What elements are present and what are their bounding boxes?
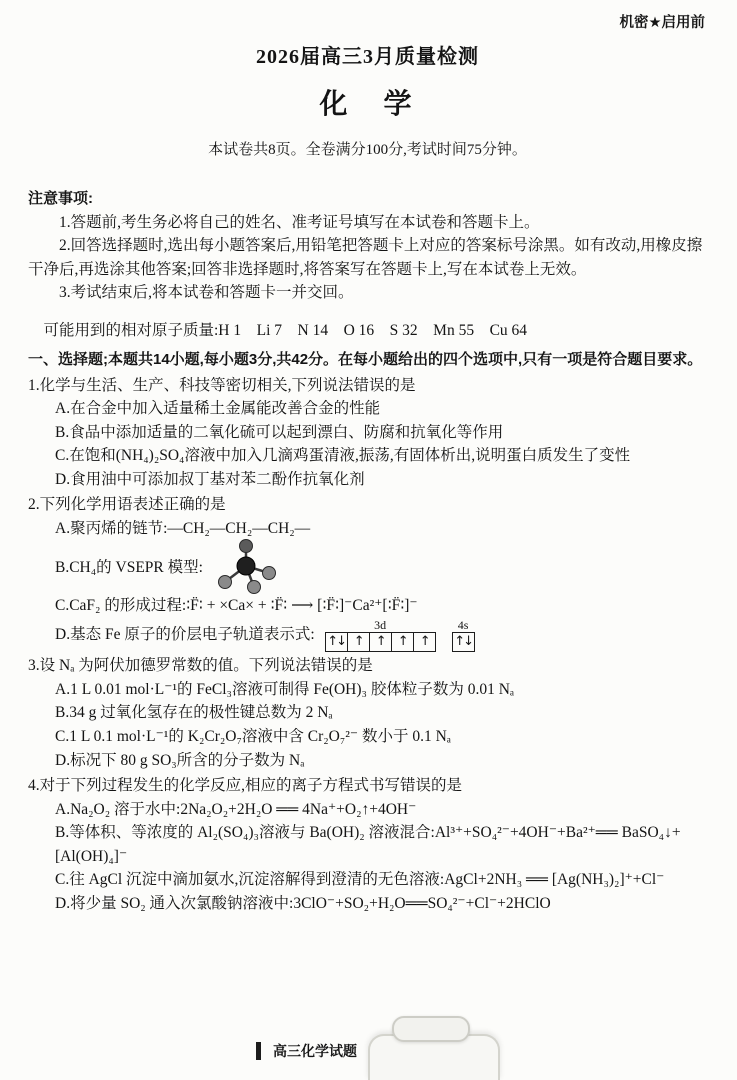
orbital-cell: ↑	[369, 632, 392, 652]
orbital-4s-group	[452, 618, 475, 652]
question-4-option-c: C.往 AgCl 沉淀中滴加氨水,沉淀溶解得到澄清的无色溶液:AgCl+2NH₃ ══ [Ag(NH₃)₂]⁺+Cl⁻	[55, 871, 665, 889]
atomic-mass-line: 可能用到的相对原子质量:H 1 Li 7 N 14 O 16 S 32 Mn 55 Cu 64	[43, 321, 528, 339]
notice-section	[28, 188, 707, 305]
exam-info: 本试卷共8页。全卷满分100分,考试时间75分钟。	[208, 141, 527, 158]
question-3-stem: 3.设 Nₐ 为阿伏加德罗常数的值。下列说法错误的是	[28, 657, 373, 675]
question-1-option-c: C.在饱和(NH₄)₂SO₄溶液中加入几滴鸡蛋清液,振荡,有固体析出,说明蛋白质发生了变性	[55, 447, 631, 465]
notice-item-3: 3.考试结束后,将本试卷和答题卡一并交回。	[59, 284, 354, 302]
orbital-cell: ↑	[347, 632, 370, 652]
scan-artifact-tab	[392, 1016, 470, 1042]
question-4-option-b: B.等体积、等浓度的 Al₂(SO₄)₃溶液与 Ba(OH)₂ 溶液混合:Al³⁺+SO₄²⁻+4OH⁻+Ba²⁺══ BaSO₄↓+[Al(OH)₄]⁻	[55, 824, 681, 865]
orbital-4s-label: 4s	[457, 617, 469, 632]
question-3-option-d: D.标况下 80 g SO₃所含的分子数为 Nₐ	[55, 751, 305, 769]
ch4-vsepr-model-image	[209, 536, 283, 598]
question-4	[28, 774, 707, 915]
orbital-cell: ↑↓	[452, 632, 475, 652]
confidential-mark: 机密★启用前	[619, 15, 705, 31]
notice-heading: 注意事项:	[28, 189, 93, 207]
footer-exam-name: 高三化学试题	[273, 1043, 358, 1060]
question-3	[28, 654, 707, 772]
question-2-option-d-label: D.基态 Fe 原子的价层电子轨道表示式:	[55, 626, 315, 644]
question-3-option-b: B.34 g 过氧化氢存在的极性键总数为 2 Nₐ	[55, 704, 333, 722]
question-4-option-d: D.将少量 SO₂ 通入次氯酸钠溶液中:3ClO⁻+SO₂+H₂O══SO₄²⁻+Cl⁻+2HClO	[55, 894, 551, 912]
question-2-option-b	[28, 540, 707, 594]
orbital-3d-label: 3d	[374, 617, 387, 632]
notice-item-2: 2.回答选择题时,选出每小题答案后,用铅笔把答题卡上对应的答案标号涂黑。如有改动,用橡皮擦干净后,再选涂其他答案;回答非选择题时,将答案写在答题卡上,写在本试卷上无效。	[28, 237, 703, 278]
question-2-option-b-label: B.CH₄的 VSEPR 模型:	[55, 558, 203, 576]
subject-title: 化 学	[319, 89, 416, 121]
question-1	[28, 374, 707, 492]
question-3-option-a: A.1 L 0.01 mol·L⁻¹的 FeCl₃溶液可制得 Fe(OH)₃ 胶体粒子数为 0.01 Nₐ	[55, 680, 515, 698]
orbital-cell: ↑	[391, 632, 414, 652]
question-3-option-c: C.1 L 0.1 mol·L⁻¹的 K₂Cr₂O₇溶液中含 Cr₂O₇²⁻ 数小于 0.1 Nₐ	[55, 727, 452, 745]
question-2-option-c: C.CaF₂ 的形成过程:∶F̈∶ + ×Ca× + ∶F̈∶ ⟶ [∶F̈∶]⁻Ca²⁺[∶F̈∶]⁻	[55, 597, 418, 615]
notice-item-1: 1.答题前,考生务必将自己的姓名、准考证号填写在本试卷和答题卡上。	[59, 213, 540, 231]
orbital-cell: ↑↓	[325, 632, 348, 652]
question-2	[28, 493, 707, 652]
orbital-3d-group	[325, 618, 436, 652]
section-heading: 一、选择题;本题共14小题,每小题3分,共42分。在每小题给出的四个选项中,只有一项是符合题目要求。	[28, 351, 703, 369]
question-4-option-a: A.Na₂O₂ 溶于水中:2Na₂O₂+2H₂O ══ 4Na⁺+O₂↑+4OH⁻	[55, 800, 417, 818]
question-2-option-d	[28, 618, 707, 652]
question-2-stem: 2.下列化学用语表述正确的是	[28, 496, 226, 514]
question-1-option-b: B.食品中添加适量的二氧化硫可以起到漂白、防腐和抗氧化等作用	[55, 423, 504, 441]
question-2-option-a: A.聚丙烯的链节:—CH₂—CH₂—CH₂—	[55, 519, 311, 537]
question-4-stem: 4.对于下列过程发生的化学反应,相应的离子方程式书写错误的是	[28, 777, 463, 795]
exam-title: 2026届高三3月质量检测	[256, 46, 479, 69]
question-1-option-a: A.在合金中加入适量稀土金属能改善合金的性能	[55, 400, 381, 418]
orbital-diagram	[325, 618, 475, 652]
orbital-cell: ↑	[413, 632, 436, 652]
question-1-option-d: D.食用油中可添加叔丁基对苯二酚作抗氧化剂	[55, 470, 365, 488]
question-1-stem: 1.化学与生活、生产、科技等密切相关,下列说法错误的是	[28, 376, 416, 394]
